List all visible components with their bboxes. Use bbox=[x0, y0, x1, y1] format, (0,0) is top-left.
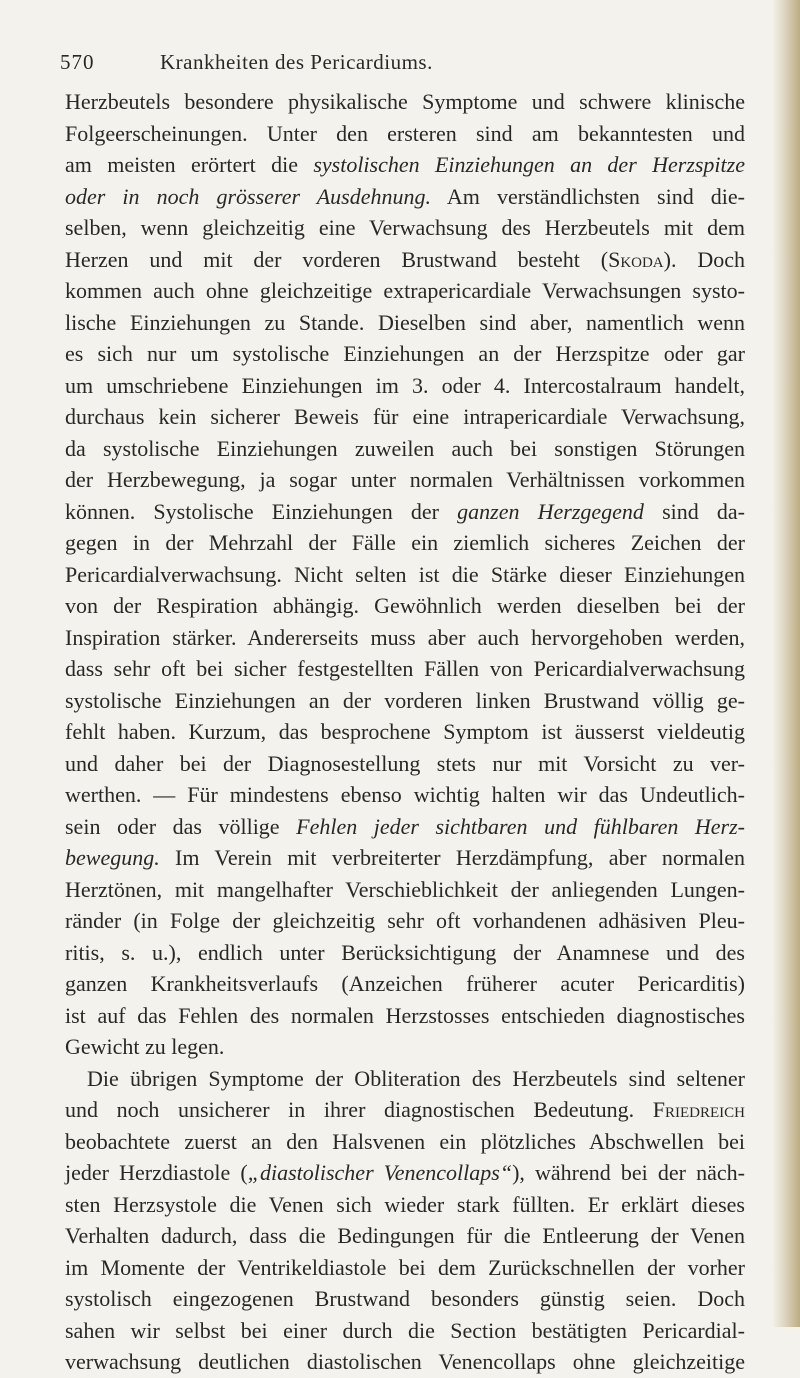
text-line: können. Systolische Einziehungen der ganzen Herzgegend sind da- bbox=[65, 498, 745, 524]
text-line: bewegung. Im Verein mit verbreiterter Herzdämpfung, aber normalen bbox=[65, 845, 745, 870]
text-line: lische Einziehungen zu Stande. Dieselben sind aber, namentlich wenn bbox=[65, 309, 745, 335]
text-line: kommen auch ohne gleichzeitige extrapericardiale Verwachsungen systo- bbox=[65, 278, 745, 303]
text-line: selben, wenn gleichzeitig eine Verwachsung des Herzbeutels mit dem bbox=[65, 215, 745, 240]
emphasis-text: Fehlen jeder sichtbaren und fühlbaren Herz- bbox=[296, 813, 745, 839]
text-line: da systolische Einziehungen zuweilen auch bei sonstigen Störungen bbox=[65, 435, 745, 461]
text-line: dass sehr oft bei sicher festgestellten Fällen von Pericardialverwachsung bbox=[65, 656, 745, 681]
emphasis-text: systolischen Einziehungen an der Herzspitze bbox=[313, 152, 745, 177]
author-name: Friedreich bbox=[652, 1097, 745, 1122]
text-line: gegen in der Mehrzahl der Fälle ein ziemlich sicheres Zeichen der bbox=[65, 530, 745, 555]
text-line: Folgeerscheinungen. Unter den ersteren sind am bekanntesten und bbox=[65, 120, 745, 146]
text-line: am meisten erörtert die systolischen Einziehungen an der Herzspitze bbox=[65, 152, 745, 177]
text-line: Herzbeutels besondere physikalische Symptome und schwere klinische bbox=[65, 89, 745, 114]
text-line: verwachsung deutlichen diastolischen Venencollaps ohne gleichzeitige bbox=[65, 1349, 745, 1374]
emphasis-text: „diastolischer Venencollaps“ bbox=[247, 1160, 513, 1185]
text-line: ritis, s. u.), endlich unter Berücksichtigung der Anamnese und des bbox=[65, 939, 745, 965]
text-line: oder in noch grösserer Ausdehnung. Am verständlichsten sind die- bbox=[65, 183, 745, 209]
text-line: Pericardialverwachsung. Nicht selten ist die Stärke dieser Einziehungen bbox=[65, 561, 745, 587]
text-line: systolische Einziehungen an der vorderen linken Brustwand völlig ge- bbox=[65, 687, 745, 713]
text-line: sein oder das völlige Fehlen jeder sichtbaren und fühlbaren Herz- bbox=[65, 813, 745, 839]
page-edge-shadow bbox=[772, 0, 800, 1327]
text-line: um umschriebene Einziehungen im 3. oder 4. Intercostalraum handelt, bbox=[65, 372, 745, 398]
text-line: der Herzbewegung, ja sogar unter normalen Verhältnissen vorkommen bbox=[65, 467, 745, 492]
text-line: sahen wir selbst bei einer durch die Section bestätigten Pericardial- bbox=[65, 1317, 745, 1343]
text-line: ganzen Krankheitsverlaufs (Anzeichen früherer acuter Pericarditis) bbox=[65, 971, 745, 996]
text-line: im Momente der Ventrikeldiastole bei dem Zurückschnellen der vorher bbox=[65, 1254, 745, 1280]
body-text bbox=[65, 86, 745, 1378]
author-name: Skoda bbox=[608, 246, 664, 272]
text-line: Herzen und mit der vorderen Brustwand besteht (Skoda). Doch bbox=[65, 246, 745, 272]
text-line: systolisch eingezogenen Brustwand besonders günstig seien. Doch bbox=[65, 1286, 745, 1311]
text-line: durchaus kein sicherer Beweis für eine intrapericardiale Verwachsung, bbox=[65, 404, 745, 429]
text-line: ist auf das Fehlen des normalen Herzstosses entschieden diagnostisches bbox=[65, 1002, 745, 1028]
emphasis-text: ganzen Herzgegend bbox=[457, 498, 644, 524]
text-line: Die übrigen Symptome der Obliteration des Herzbeutels sind seltener bbox=[87, 1065, 745, 1091]
emphasis-text: bewegung. bbox=[65, 845, 160, 870]
text-line: Gewicht zu legen. bbox=[65, 1034, 225, 1059]
text-line: und daher bei der Diagnosestellung stets nur mit Vorsicht zu ver- bbox=[65, 750, 745, 776]
text-line: ränder (in Folge der gleichzeitig sehr oft vorhandenen adhäsiven Pleu- bbox=[65, 908, 745, 933]
text-line: es sich nur um systolische Einziehungen an der Herzspitze oder gar bbox=[65, 341, 745, 366]
text-line: jeder Herzdiastole („diastolischer Venencollaps“), während bei der näch- bbox=[65, 1160, 745, 1185]
text-line: fehlt haben. Kurzum, das besprochene Symptom ist äusserst vieldeutig bbox=[65, 719, 745, 744]
text-line: werthen. — Für mindestens ebenso wichtig halten wir das Undeutlich- bbox=[65, 782, 745, 807]
page-header bbox=[60, 50, 760, 80]
text-line: beobachtete zuerst an den Halsvenen ein plötzliches Abschwellen bei bbox=[65, 1128, 745, 1154]
text-line: Inspiration stärker. Andererseits muss aber auch hervorgehoben werden, bbox=[65, 624, 745, 650]
text-line: Verhalten dadurch, dass die Bedingungen für die Entleerung der Venen bbox=[65, 1223, 745, 1248]
page-number: 570 bbox=[60, 50, 95, 74]
emphasis-text: oder in noch grösserer Ausdehnung. bbox=[65, 183, 431, 209]
text-line: und noch unsicherer in ihrer diagnostischen Bedeutung. Friedreich bbox=[65, 1097, 745, 1122]
text-line: sten Herzsystole die Venen sich wieder stark füllten. Er erklärt dieses bbox=[65, 1191, 745, 1217]
text-line: Herztönen, mit mangelhafter Verschieblichkeit der anliegenden Lungen- bbox=[65, 876, 745, 902]
text-line: von der Respiration abhängig. Gewöhnlich werden dieselben bei der bbox=[65, 593, 745, 618]
running-title: Krankheiten des Pericardiums. bbox=[160, 50, 433, 74]
